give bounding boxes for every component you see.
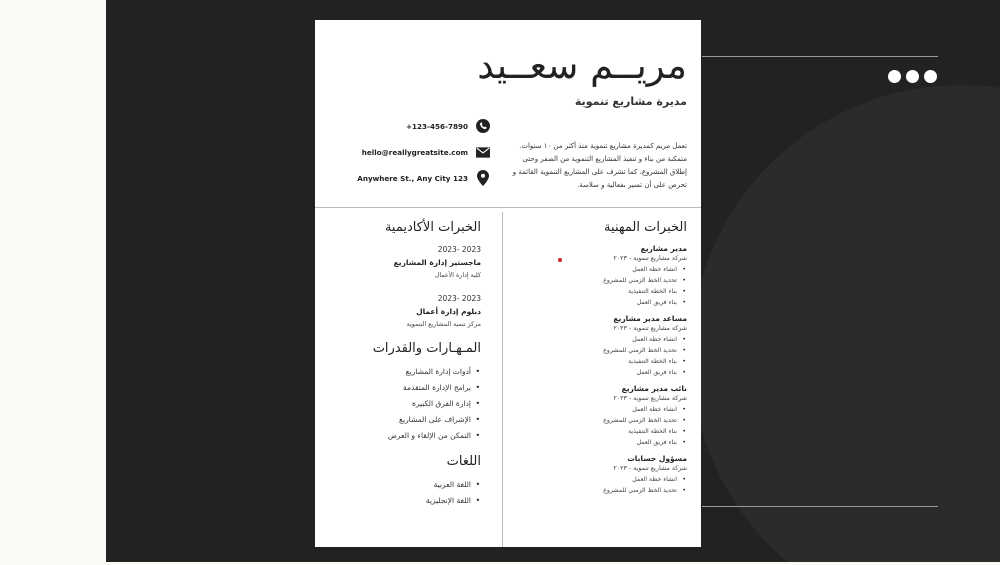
experience-company: شركة مشاريع تنموية - ٢٠٢٣ (613, 325, 687, 332)
education-title: الخبرات الأكاديمية (384, 220, 481, 235)
experience-bullet: • بناء الخطة التنفيذية (527, 356, 687, 367)
address-text: Anywhere St., Any City 123 (357, 173, 468, 183)
resume-name: مريــم سعــيد (477, 44, 687, 87)
experience-item (527, 243, 687, 308)
education-item (331, 292, 481, 331)
experience-company: شركة مشاريع تنموية - ٢٠٢٣ (613, 255, 687, 262)
experience-bullet: • بناء الخطة التنفيذية (527, 286, 687, 297)
experience-bullet: • تحديد الخط الزمني للمشروع (527, 485, 687, 496)
skill-item: • أدوات إدارة المشاريع (331, 364, 481, 380)
languages-list (331, 477, 481, 509)
experience-item (527, 313, 687, 378)
skill-item: • برامج الإدارة المتقدمة (331, 380, 481, 396)
experience-job-title: مدير مشاريع (640, 244, 687, 253)
experience-bullet: • تحديد الخط الزمني للمشروع (527, 345, 687, 356)
top-divider (702, 56, 938, 57)
experience-bullet: • تحديد الخط الزمني للمشروع (527, 275, 687, 286)
language-item: • اللغة الإنجليزية (331, 493, 481, 509)
contact-email (335, 145, 490, 159)
skills-title: المـهـارات والقدرات (372, 341, 481, 356)
education-item (331, 243, 481, 282)
skill-item: • التمكن من الإلقاء و العرض (331, 428, 481, 444)
about-paragraph: تعمل مريم كمديرة مشاريع تنموية منذ أكثر من ١٠ سنوات. متمكنة من بناء و تنفيذ المشاريع التنموية من الصفر وحتى إطلاق المشروع، كما تشرف على المشاريع التنموية القائمة و تحرص على أن تسير بفعالية و سلاسة. (512, 142, 687, 189)
language-item: • اللغة العربية (331, 477, 481, 493)
experience-job-title: مسؤول حسابات (627, 454, 687, 463)
skills-list (331, 364, 481, 444)
experience-bullet: • بناء الخطة التنفيذية (527, 426, 687, 437)
decorative-circle (691, 85, 1000, 562)
resume-job-title: مديرة مشاريع تنموية (574, 95, 687, 108)
education-org: كلية إدارة الأعمال (434, 272, 481, 279)
experience-job-title: مساعد مدير مشاريع (613, 314, 687, 323)
education-years: 2023 -2023 (437, 294, 481, 303)
experience-bullet: • بناء فريق العمل (527, 297, 687, 308)
experience-bullet: • انشاء خطة العمل (527, 474, 687, 485)
experience-item (527, 383, 687, 448)
location-pin-icon (476, 171, 490, 185)
section-divider-horizontal (315, 207, 701, 208)
languages-title: اللغات (446, 454, 481, 469)
resume-page (315, 20, 701, 547)
section-divider-vertical (502, 212, 503, 547)
envelope-icon (476, 145, 490, 159)
skill-item: • إدارة الفرق الكبيرة (331, 396, 481, 412)
education-skills-column (331, 220, 481, 509)
education-org: مركز تنمية المشاريع التنموية (406, 321, 481, 328)
experience-job-title: نائب مدير مشاريع (621, 384, 687, 393)
contact-address (335, 171, 490, 185)
experience-company: شركة مشاريع تنموية - ٢٠٢٣ (613, 395, 687, 402)
experience-company: شركة مشاريع تنموية - ٢٠٢٣ (613, 465, 687, 472)
experience-bullet: • انشاء خطة العمل (527, 404, 687, 415)
experience-title: الخبرات المهنية (604, 220, 687, 235)
more-dots-icon[interactable] (888, 70, 937, 83)
cursor-dot (558, 258, 562, 262)
education-degree: دبلوم إدارة أعمال (416, 307, 481, 316)
experience-item (527, 453, 687, 496)
experience-bullet: • انشاء خطة العمل (527, 334, 687, 345)
experience-section (527, 220, 687, 501)
email-text: hello@reallygreatsite.com (361, 147, 468, 157)
education-degree: ماجستير إدارة المشاريع (393, 258, 481, 267)
skill-item: • الإشراف على المشاريع (331, 412, 481, 428)
experience-bullet: • بناء فريق العمل (527, 367, 687, 378)
contact-phone (335, 119, 490, 133)
experience-bullet: • انشاء خطة العمل (527, 264, 687, 275)
experience-bullet: • تحديد الخط الزمني للمشروع (527, 415, 687, 426)
bottom-divider (702, 506, 938, 507)
phone-icon (476, 119, 490, 133)
phone-text: +123-456-7890 (406, 121, 468, 131)
education-years: 2023 -2023 (437, 245, 481, 254)
experience-bullet: • بناء فريق العمل (527, 437, 687, 448)
